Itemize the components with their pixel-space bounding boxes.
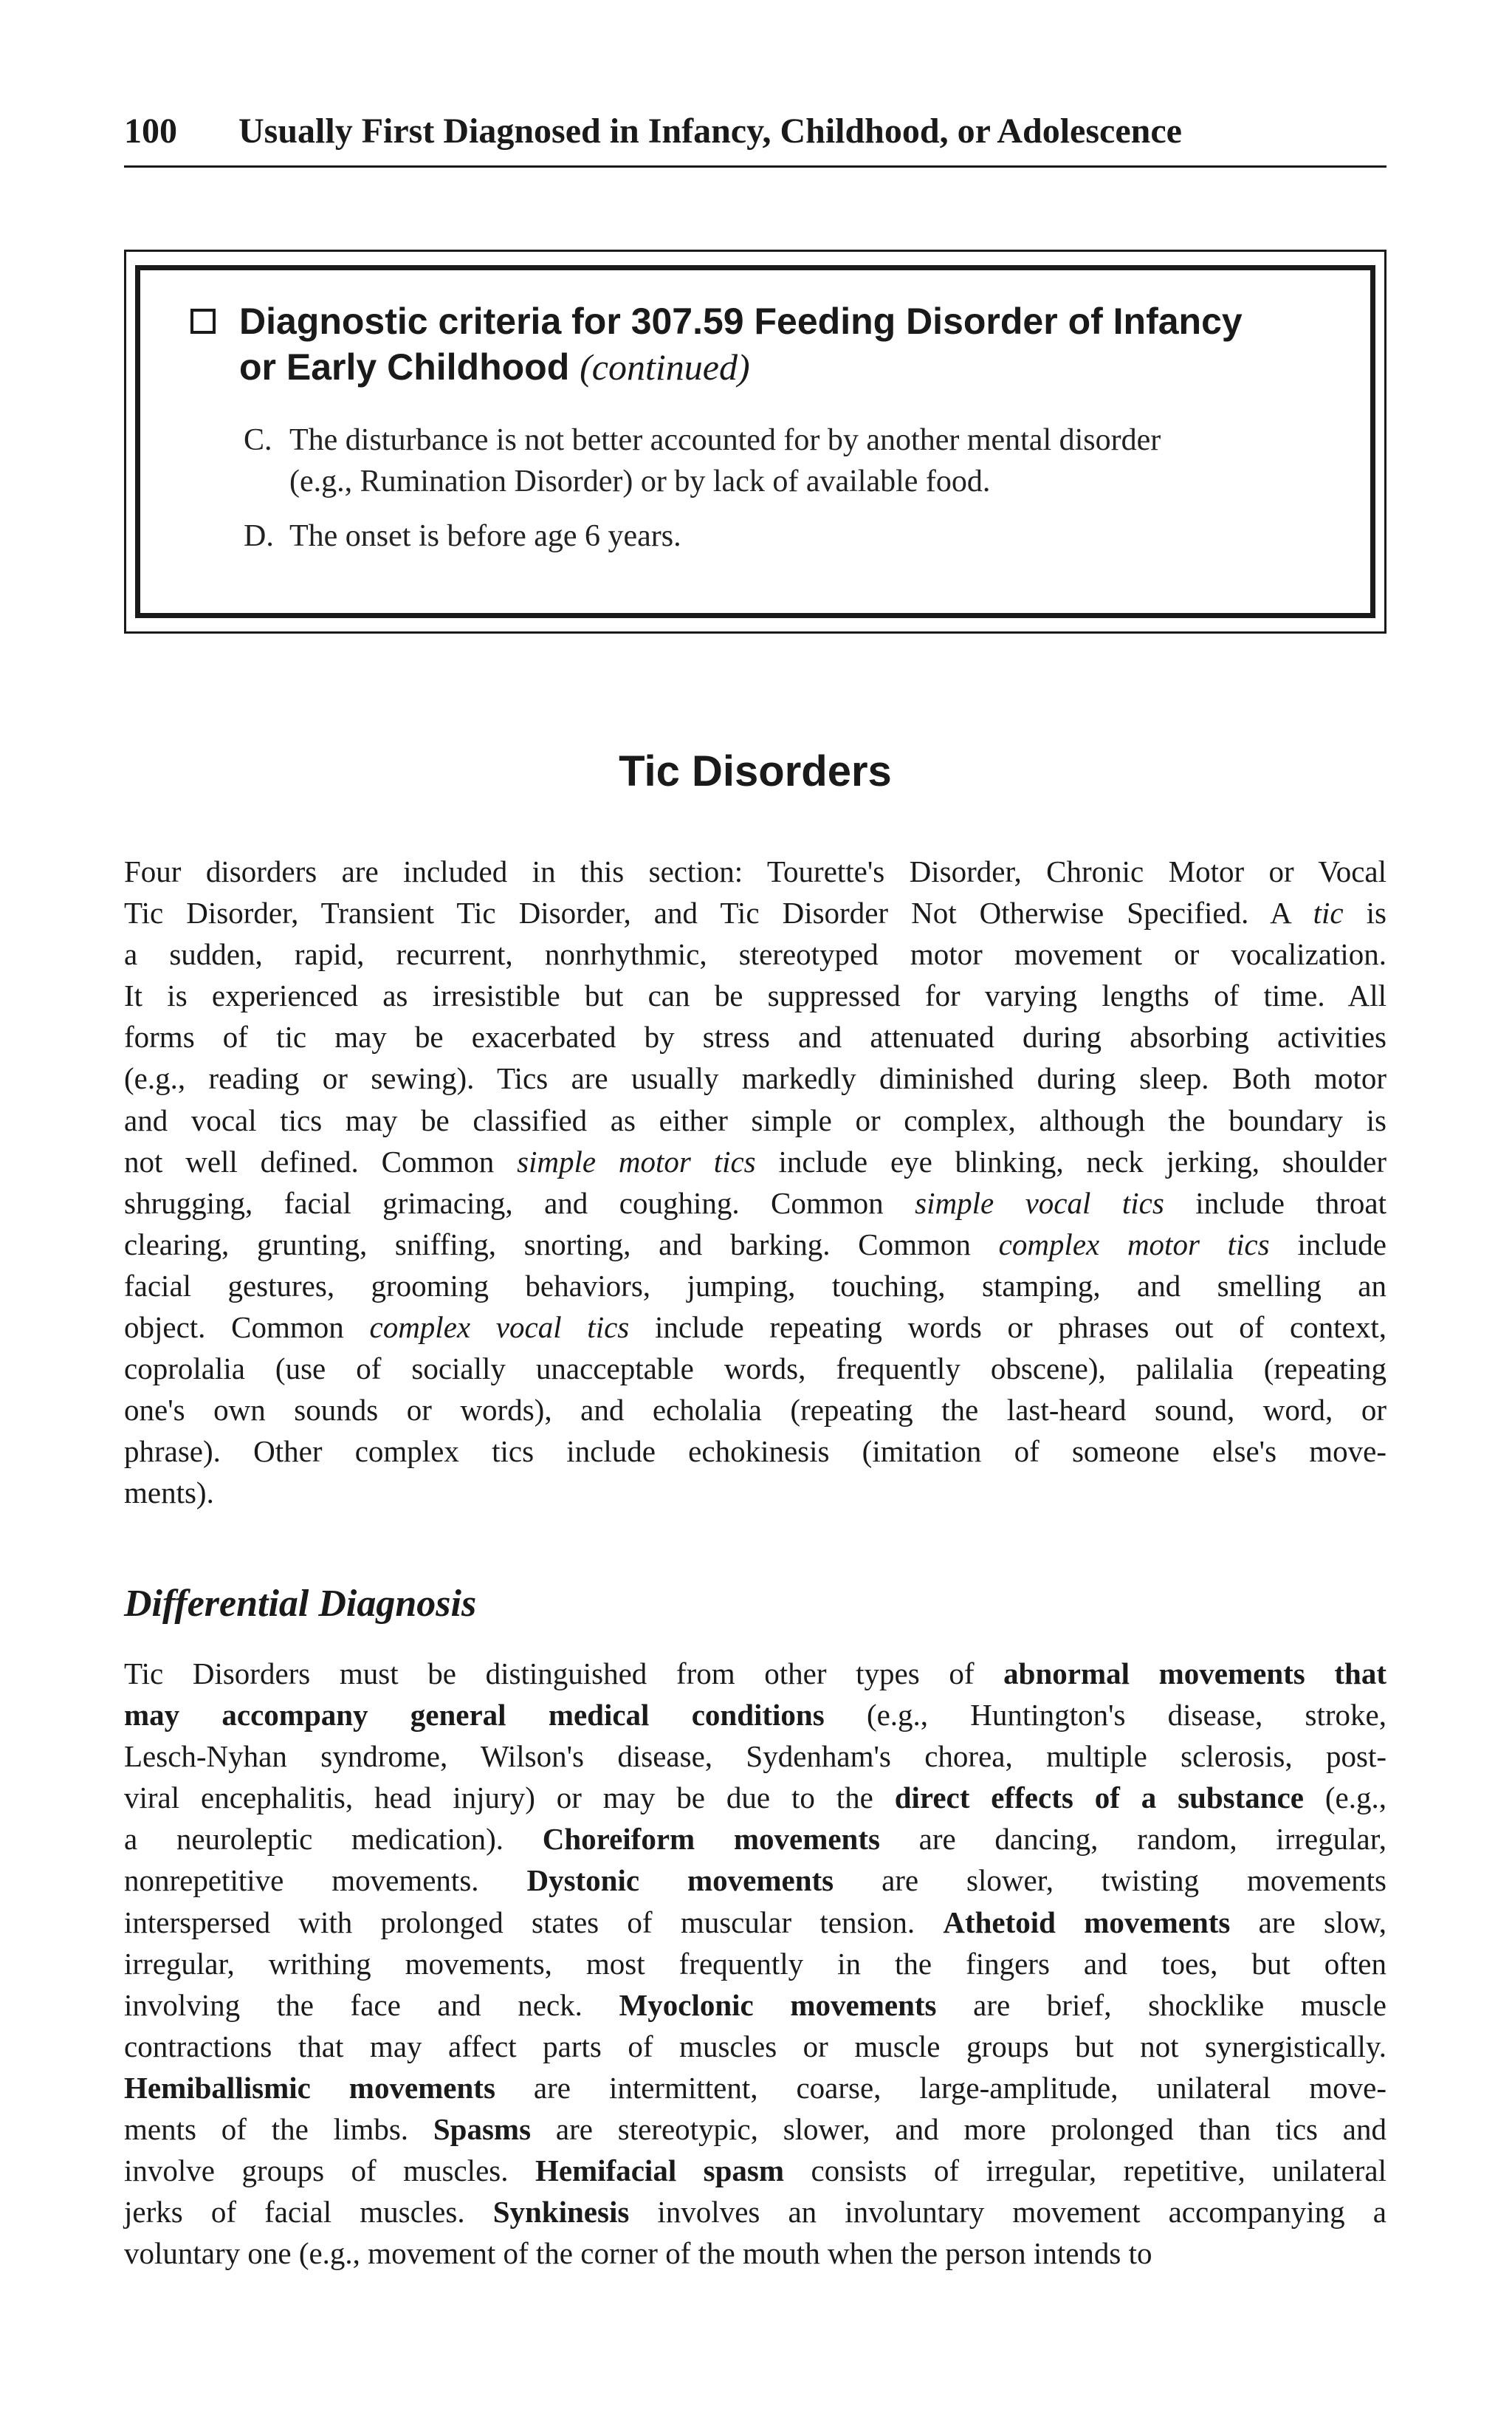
text-line [124, 1902, 1386, 1943]
criteria-box-inner-frame [135, 265, 1375, 618]
text-run: Tic Disorders must be distinguished from other types of [124, 1656, 1004, 1690]
text-line [124, 1224, 1386, 1265]
criteria-title-line2 [239, 344, 750, 390]
text-run: (e.g., [1304, 1781, 1386, 1815]
bold-term: Myoclonic movements [619, 1987, 937, 2022]
criteria-box [124, 250, 1386, 634]
text-line [124, 1777, 1386, 1818]
text-run: phrase). Other complex tics include echokinesis (imitation of someone else's move- [124, 1434, 1386, 1469]
text-line [124, 892, 1386, 933]
text-run: involving the face and neck. [124, 1987, 619, 2022]
text-run: ments). [124, 1476, 214, 1510]
text-run: involve groups of muscles. [124, 2153, 535, 2188]
text-run: Lesch-Nyhan syndrome, Wilson's disease, Sydenham's chorea, multiple sclerosis, post- [124, 1739, 1386, 1774]
text-run: include [1269, 1227, 1386, 1261]
text-run: jerks of facial muscles. [124, 2195, 493, 2230]
text-run: (e.g., reading or sewing). Tics are usually markedly diminished during sleep. Both motor [124, 1061, 1386, 1096]
text-line [124, 1860, 1386, 1901]
text-run: nonrepetitive movements. [124, 1863, 527, 1898]
text-run: Tic Disorder, Transient Tic Disorder, and Tic Disorder Not Otherwise Specified. A [124, 896, 1313, 931]
text-line [124, 1694, 1386, 1735]
text-line [124, 2026, 1386, 2067]
text-run: include eye blinking, neck jerking, shoulder [755, 1144, 1386, 1179]
text-line [124, 1058, 1386, 1099]
text-run: are slower, twisting movements [834, 1863, 1386, 1898]
bold-term: Hemifacial spasm [535, 2153, 785, 2188]
text-run: contractions that may affect parts of muscles or muscle groups but not synergistically. [124, 2029, 1386, 2063]
criterion-text-line2: (e.g., Rumination Disorder) or by lack of available food. [289, 465, 991, 498]
differential-diagnosis-paragraph [124, 1653, 1386, 2274]
text-line [124, 1818, 1386, 1860]
text-run: viral encephalitis, head injury) or may be due to the [124, 1781, 895, 1815]
criterion-text-line1: The disturbance is not better accounted for by another mental disorder [289, 423, 1161, 457]
text-run: ments of the limbs. [124, 2112, 433, 2147]
bold-term: may accompany general medical conditions [124, 1698, 825, 1733]
bold-term: Spasms [433, 2112, 532, 2147]
text-line [124, 1735, 1386, 1777]
text-line [124, 975, 1386, 1016]
bold-term: Athetoid movements [943, 1905, 1231, 1939]
text-line [124, 1100, 1386, 1141]
page-number: 100 [124, 112, 177, 151]
text-run: and vocal tics may be classified as either simple or complex, although the boundary is [124, 1103, 1386, 1137]
bold-term: abnormal movements that [1003, 1656, 1386, 1690]
text-run: not well defined. Common [124, 1144, 518, 1179]
text-line [124, 1430, 1386, 1472]
text-run: voluntary one (e.g., movement of the corner of the mouth when the person intends to [124, 2236, 1152, 2271]
text-line [124, 1306, 1386, 1348]
text-run: are dancing, random, irregular, [879, 1822, 1387, 1857]
text-run: forms of tic may be exacerbated by stress and attenuated during absorbing activities [124, 1020, 1386, 1055]
text-line [124, 933, 1386, 975]
header-rule [124, 165, 1386, 168]
text-run: include throat [1164, 1185, 1386, 1220]
italic-term: complex vocal tics [369, 1310, 630, 1345]
text-line [124, 1265, 1386, 1306]
running-head-title: Usually First Diagnosed in Infancy, Childhood, or Adolescence [238, 112, 1182, 151]
text-run: are intermittent, coarse, large-amplitude, unilateral move- [495, 2070, 1387, 2105]
text-run: a sudden, rapid, recurrent, nonrhythmic, stereotyped motor movement or vocalization. [124, 937, 1386, 972]
italic-term: complex motor tics [998, 1227, 1270, 1261]
continued-label: (continued) [580, 346, 750, 388]
text-run: (e.g., Huntington's disease, stroke, [824, 1698, 1386, 1733]
text-line [124, 1472, 1386, 1513]
text-line [124, 1182, 1386, 1224]
text-line [124, 1943, 1386, 1984]
text-line [124, 2191, 1386, 2232]
text-run: are stereotypic, slower, and more prolonged than tics and [531, 2112, 1386, 2147]
bold-term: direct effects of a substance [894, 1781, 1304, 1815]
text-line [124, 1389, 1386, 1430]
tic-disorders-paragraph [124, 851, 1386, 1514]
criterion-label: D. [244, 519, 274, 553]
text-run: coprolalia (use of socially unacceptable words, frequently obscene), palilalia (repeating [124, 1351, 1386, 1386]
text-run: facial gestures, grooming behaviors, jumping, touching, stamping, and smelling an [124, 1268, 1386, 1303]
criterion-d [244, 515, 1351, 557]
text-run: clearing, grunting, sniffing, snorting, and barking. Common [124, 1227, 999, 1261]
running-head [124, 109, 1386, 154]
text-line [124, 2150, 1386, 2191]
differential-diagnosis-heading: Differential Diagnosis [124, 1583, 477, 1625]
text-run: object. Common [124, 1310, 370, 1345]
text-run: involves an involuntary movement accompanying a [629, 2195, 1386, 2230]
criterion-label: C. [244, 423, 272, 457]
text-line [124, 1984, 1386, 2026]
text-run: one's own sounds or words), and echolalia (repeating the last-heard sound, word, or [124, 1393, 1386, 1428]
text-run: are slow, [1230, 1905, 1386, 1939]
text-run: irregular, writhing movements, most frequently in the fingers and toes, but often [124, 1946, 1386, 1981]
text-line [124, 2232, 1386, 2274]
text-line [124, 1141, 1386, 1182]
text-run: Four disorders are included in this section: Tourette's Disorder, Chronic Motor or Vocal [124, 854, 1386, 888]
criterion-text-line1: The onset is before age 6 years. [289, 519, 681, 553]
italic-term: tic [1313, 896, 1344, 931]
text-run: is [1343, 896, 1386, 931]
text-line [124, 2108, 1386, 2150]
criteria-title-text: or Early Childhood [239, 346, 570, 388]
section-heading: Tic Disorders [619, 747, 892, 795]
text-run: consists of irregular, repetitive, unilateral [784, 2153, 1386, 2188]
checkbox-icon [190, 309, 216, 334]
text-line [124, 851, 1386, 892]
criteria-title-line1: Diagnostic criteria for 307.59 Feeding Disorder of Infancy [239, 301, 1243, 342]
text-run: shrugging, facial grimacing, and coughing. Common [124, 1185, 915, 1220]
text-run: interspersed with prolonged states of muscular tension. [124, 1905, 944, 1939]
criterion-c [244, 419, 1351, 502]
text-line [124, 1348, 1386, 1389]
text-line [124, 2067, 1386, 2108]
bold-term: Choreiform movements [542, 1822, 880, 1857]
text-run: include repeating words or phrases out of context, [629, 1310, 1386, 1345]
bold-term: Hemiballismic movements [124, 2070, 495, 2105]
bold-term: Synkinesis [492, 2195, 630, 2230]
text-line [124, 1653, 1386, 1694]
text-run: It is experienced as irresistible but can be suppressed for varying lengths of time. All [124, 979, 1386, 1013]
italic-term: simple motor tics [517, 1144, 756, 1179]
text-run: a neuroleptic medication). [124, 1822, 543, 1857]
text-run: are brief, shocklike muscle [936, 1987, 1386, 2022]
italic-term: simple vocal tics [915, 1185, 1164, 1220]
bold-term: Dystonic movements [526, 1863, 834, 1898]
text-line [124, 1016, 1386, 1058]
